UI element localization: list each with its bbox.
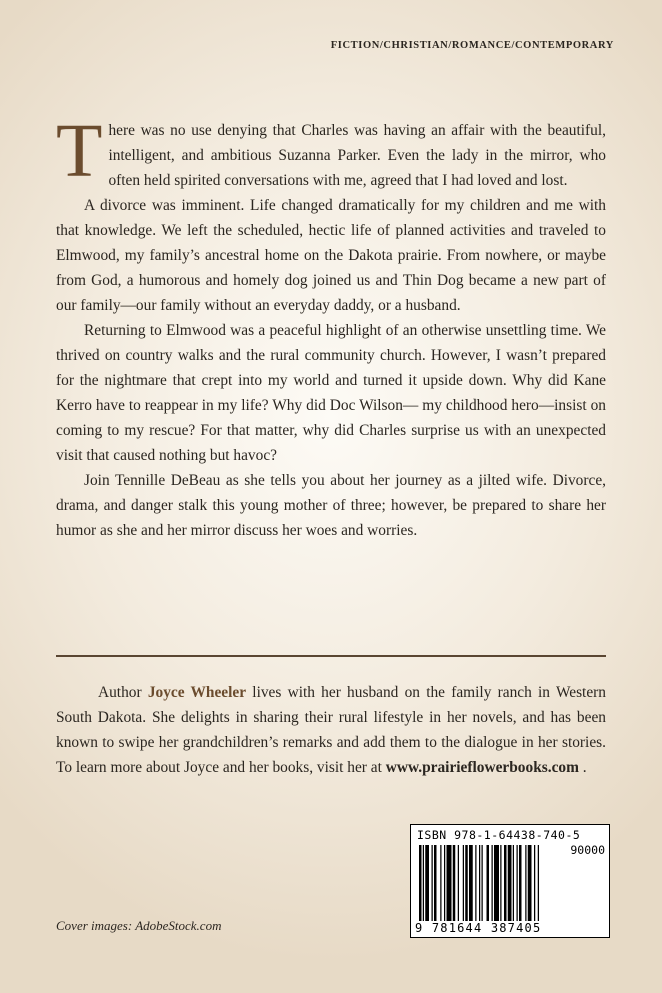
blurb-paragraph-3: Returning to Elmwood was a peaceful highlight of an otherwise unsettling time. We thrived on country walks and the rural community church. However, I wasn’t prepared for the nightmare that crept into my world and turned it upside down. Why did Kane Kerro have to reappear in my life? Why did Doc Wilson— my childhood hero—insist on coming to my rescue? For that matter, why did Charles surprise us with an unexpected visit that caused nothing but havoc? bbox=[56, 322, 606, 464]
author-bio bbox=[56, 680, 606, 780]
author-suffix: . bbox=[578, 759, 587, 776]
genre-label: FICTION/CHRISTIAN/ROMANCE/CONTEMPORARY bbox=[330, 40, 614, 51]
section-divider bbox=[56, 655, 606, 657]
author-prefix: Author bbox=[98, 684, 148, 701]
drop-cap: T bbox=[56, 109, 103, 193]
author-text: lives with her husband on the family ranch in Western South Dakota. She delights in sharing their rural lifestyle in her novels, and has been known to swipe her grandchildren’s remarks and add them to the dialogue in her stories. To learn more about Joyce and her books, visit her at bbox=[56, 684, 606, 776]
blurb-paragraph-2: A divorce was imminent. Life changed dramatically for my children and me with that knowledge. We left the scheduled, hectic life of planned activities and traveled to Elmwood, my family’s ancestral home on the Dakota prairie. From nowhere, or maybe from God, a humorous and homely dog joined us and Thin Dog became a new part of our family—our family without an everyday daddy, or a husband. bbox=[56, 197, 606, 314]
cover-credit: Cover images: AdobeStock.com bbox=[56, 918, 222, 933]
price-code: 90000 bbox=[570, 843, 605, 857]
book-blurb bbox=[56, 109, 606, 543]
author-website-link[interactable]: www.prairieflowerbooks.com bbox=[385, 759, 579, 776]
barcode-box bbox=[410, 824, 610, 938]
barcode-bars bbox=[419, 845, 569, 921]
blurb-text-1: here was no use denying that Charles was having an affair with the beautiful, intelligent, and ambitious Suzanna Parker. Even the lady in the mirror, who often held spirited conversations with me, agreed that I had loved and lost. bbox=[108, 122, 606, 189]
author-name: Joyce Wheeler bbox=[147, 684, 247, 701]
blurb-paragraph-1 bbox=[56, 109, 606, 193]
ean-number: 9 781644 387405 bbox=[415, 921, 542, 935]
blurb-paragraph-4: Join Tennille DeBeau as she tells you about her journey as a jilted wife. Divorce, drama, and danger stalk this young mother of three; however, be prepared to share her humor as she and her mirror discuss her woes and worries. bbox=[56, 472, 606, 539]
isbn-label: ISBN 978-1-64438-740-5 bbox=[417, 828, 581, 842]
